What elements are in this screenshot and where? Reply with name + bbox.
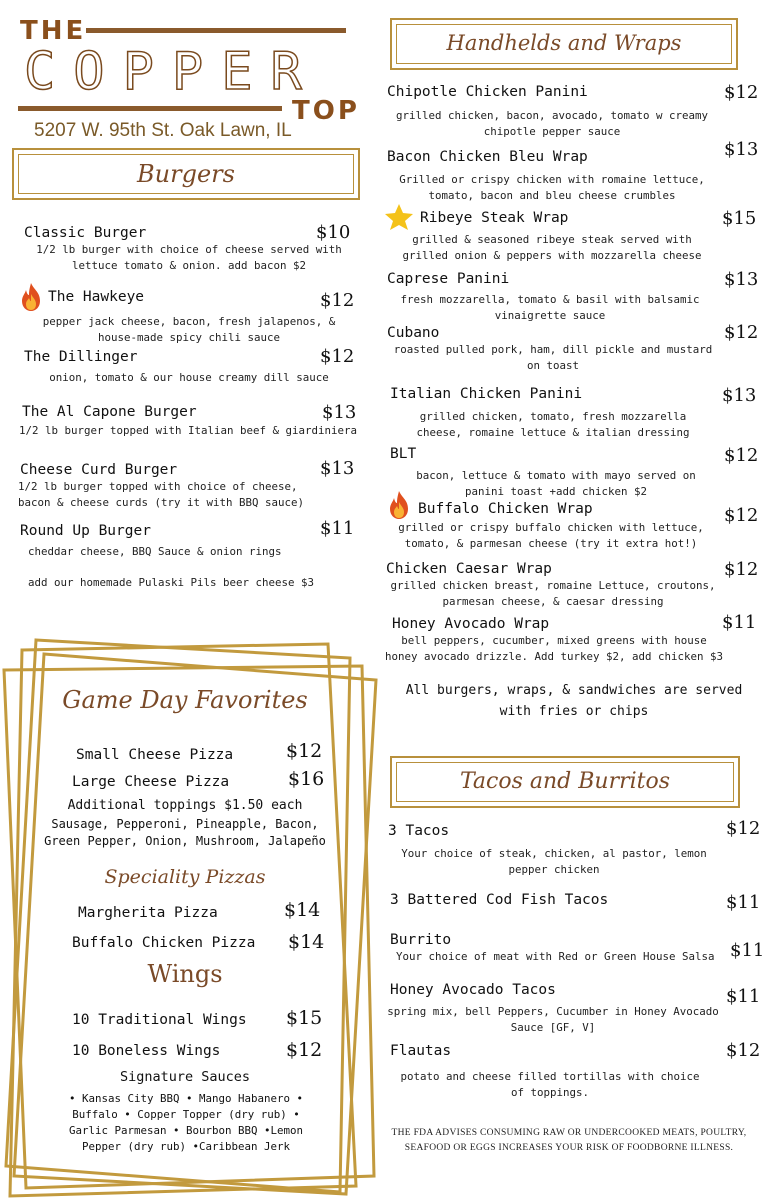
star-icon — [384, 203, 414, 235]
menu-item-price: $12 — [724, 445, 759, 466]
menu-item-price: $11 — [726, 986, 761, 1007]
menu-item-price: $11 — [722, 612, 757, 633]
address: 5207 W. 95th St. Oak Lawn, IL — [34, 120, 292, 141]
menu-item-price: $13 — [322, 402, 357, 423]
menu-item-price: $12 — [726, 818, 761, 839]
menu-item-name: Italian Chicken Panini — [390, 386, 583, 402]
menu-item-price: $12 — [724, 82, 759, 103]
tacos-title: Tacos and Burritos — [459, 769, 671, 794]
fire-icon — [18, 282, 44, 316]
menu-item-desc: grilled chicken, tomato, fresh mozzarella cheese, romaine lettuce & italian dressing — [416, 410, 690, 439]
logo-top: TOP — [292, 96, 360, 126]
menu-item-desc: onion, tomato & our house creamy dill sauce — [49, 371, 329, 384]
menu-item-name: Buffalo Chicken Pizza — [72, 935, 256, 951]
menu-item-name: 10 Boneless Wings — [72, 1043, 221, 1059]
menu-item-name: Chipotle Chicken Panini — [387, 84, 588, 100]
menu-item-name: Cheese Curd Burger — [20, 462, 178, 478]
logo-bottom-bar — [18, 106, 282, 111]
sauces-title: Signature Sauces — [119, 1069, 251, 1085]
menu-item-desc: bacon, lettuce & tomato with mayo served on panini toast +add chicken $2 — [416, 469, 696, 498]
menu-item-desc: grilled & seasoned ribeye steak served with grilled onion & peppers with mozzarella cheese — [402, 233, 702, 262]
menu-item-name: Classic Burger — [24, 225, 147, 241]
menu-item-price: $13 — [724, 139, 759, 160]
menu-item-desc: grilled chicken breast, romaine Lettuce, croutons, parmesan cheese, & caesar dressing — [390, 579, 716, 608]
toppings-list: Sausage, Pepperoni, Pineapple, Bacon, Green Pepper, Onion, Mushroom, Jalapeño — [44, 817, 326, 848]
menu-item-price: $14 — [284, 899, 321, 921]
game-day-title: Game Day Favorites — [62, 686, 308, 714]
menu-item-price: $11 — [730, 940, 765, 961]
menu-item-desc: potato and cheese filled tortillas with choice of toppings. — [400, 1070, 700, 1099]
burgers-title: Burgers — [137, 160, 235, 188]
menu-item-name: Buffalo Chicken Wrap — [418, 501, 593, 517]
menu-item-price: $11 — [726, 892, 761, 913]
menu-item-name: Honey Avocado Wrap — [392, 616, 550, 632]
menu-item-price: $12 — [726, 1040, 761, 1061]
menu-item-price: $15 — [286, 1007, 323, 1029]
menu-item-name: Caprese Panini — [387, 271, 510, 287]
sauces-list: • Kansas City BBQ • Mango Habanero • Buffalo • Copper Topper (dry rub) • Garlic Parmesan • Bourbon BBQ •Lemon Pepper (dry rub) •Caribbean Jerk — [68, 1092, 303, 1153]
menu-item-price: $11 — [320, 518, 355, 539]
menu-item-price: $12 — [286, 1039, 323, 1061]
menu-item-desc: bell peppers, cucumber, mixed greens with house honey avocado drizzle. Add turkey $2, add chicken $3 — [384, 634, 723, 663]
fda-disclaimer: THE FDA ADVISES CONSUMING RAW OR UNDERCOOKED MEATS, POULTRY, SEAFOOD OR EGGS INCREASES YOUR RISK OF FOODBORNE ILLNESS. — [391, 1128, 747, 1153]
handhelds-header-box — [390, 18, 738, 70]
menu-item-desc: Grilled or crispy chicken with romaine lettuce, tomato, bacon and bleu cheese crumbles — [399, 173, 705, 202]
logo — [0, 0, 370, 140]
menu-item-name: 10 Traditional Wings — [72, 1012, 247, 1028]
handhelds-title: Handhelds and Wraps — [446, 31, 682, 55]
toppings-title: Additional toppings $1.50 each — [67, 798, 303, 813]
menu-item-name: Bacon Chicken Bleu Wrap — [387, 149, 588, 165]
specialty-title: Speciality Pizzas — [104, 866, 266, 888]
burgers-note: add our homemade Pulaski Pils beer cheese $3 — [28, 576, 315, 589]
menu-item-desc: 1/2 lb burger topped with choice of cheese, bacon & cheese curds (try it with BBQ sauce) — [18, 480, 305, 509]
menu-item-name: BLT — [390, 446, 417, 462]
menu-item-desc: cheddar cheese, BBQ Sauce & onion rings — [28, 545, 282, 558]
menu-item-price: $13 — [722, 385, 757, 406]
menu-item-name: Small Cheese Pizza — [76, 747, 234, 763]
menu-item-name: Burrito — [390, 932, 452, 948]
menu-item-desc: roasted pulled pork, ham, dill pickle and mustard on toast — [393, 343, 713, 372]
menu-item-price: $10 — [316, 222, 351, 243]
menu-item-name: The Dillinger — [24, 349, 138, 365]
menu-item-price: $12 — [724, 559, 759, 580]
tacos-header-box — [390, 756, 740, 808]
menu-item-price: $13 — [320, 458, 355, 479]
menu-item-name: Ribeye Steak Wrap — [420, 210, 569, 226]
menu-item-name: 3 Battered Cod Fish Tacos — [390, 892, 609, 908]
fire-icon — [386, 490, 412, 524]
menu-item-name: 3 Tacos — [388, 823, 450, 839]
menu-item-name: Flautas — [390, 1043, 452, 1059]
burgers-header-box — [12, 148, 360, 200]
menu-item-name: Large Cheese Pizza — [72, 774, 230, 790]
menu-item-price: $12 — [724, 505, 759, 526]
logo-copper: COPPER — [24, 42, 320, 102]
menu-item-name: The Hawkeye — [48, 289, 145, 305]
menu-item-desc: spring mix, bell Peppers, Cucumber in Honey Avocado Sauce [GF, V] — [387, 1005, 719, 1034]
menu-item-name: Cubano — [387, 325, 440, 341]
menu-item-desc: pepper jack cheese, bacon, fresh jalapenos, & house-made spicy chili sauce — [42, 315, 336, 344]
menu-item-desc: 1/2 lb burger topped with Italian beef & giardiniera — [18, 424, 357, 437]
menu-item-desc: grilled or crispy buffalo chicken with lettuce, tomato, & parmesan cheese (try it extra hot!) — [398, 521, 704, 550]
menu-item-price: $12 — [320, 346, 355, 367]
menu-item-desc: 1/2 lb burger with choice of cheese served with lettuce tomato & onion. add bacon $2 — [36, 243, 342, 272]
logo-the: THE — [20, 16, 87, 46]
menu-item-name: The Al Capone Burger — [22, 404, 197, 420]
menu-item-desc: grilled chicken, bacon, avocado, tomato w creamy chipotle pepper sauce — [395, 109, 708, 138]
menu-item-desc: fresh mozzarella, tomato & basil with balsamic vinaigrette sauce — [400, 293, 700, 322]
logo-top-bar — [86, 28, 346, 33]
menu-item-price: $13 — [724, 269, 759, 290]
menu-item-price: $12 — [724, 322, 759, 343]
menu-item-price: $12 — [320, 290, 355, 311]
menu-item-price: $15 — [722, 208, 757, 229]
menu-item-name: Chicken Caesar Wrap — [386, 561, 552, 577]
menu-item-name: Honey Avocado Tacos — [390, 982, 556, 998]
menu-item-name: Round Up Burger — [20, 523, 151, 539]
menu-item-price: $12 — [286, 740, 323, 762]
menu-item-price: $14 — [288, 931, 325, 953]
wings-title: Wings — [147, 960, 223, 988]
menu-item-price: $16 — [288, 768, 325, 790]
menu-item-desc: Your choice of steak, chicken, al pastor, lemon pepper chicken — [401, 847, 707, 876]
handhelds-note: All burgers, wraps, & sandwiches are served with fries or chips — [405, 683, 743, 719]
menu-item-desc: Your choice of meat with Red or Green House Salsa — [396, 950, 715, 963]
menu-item-name: Margherita Pizza — [78, 905, 218, 921]
